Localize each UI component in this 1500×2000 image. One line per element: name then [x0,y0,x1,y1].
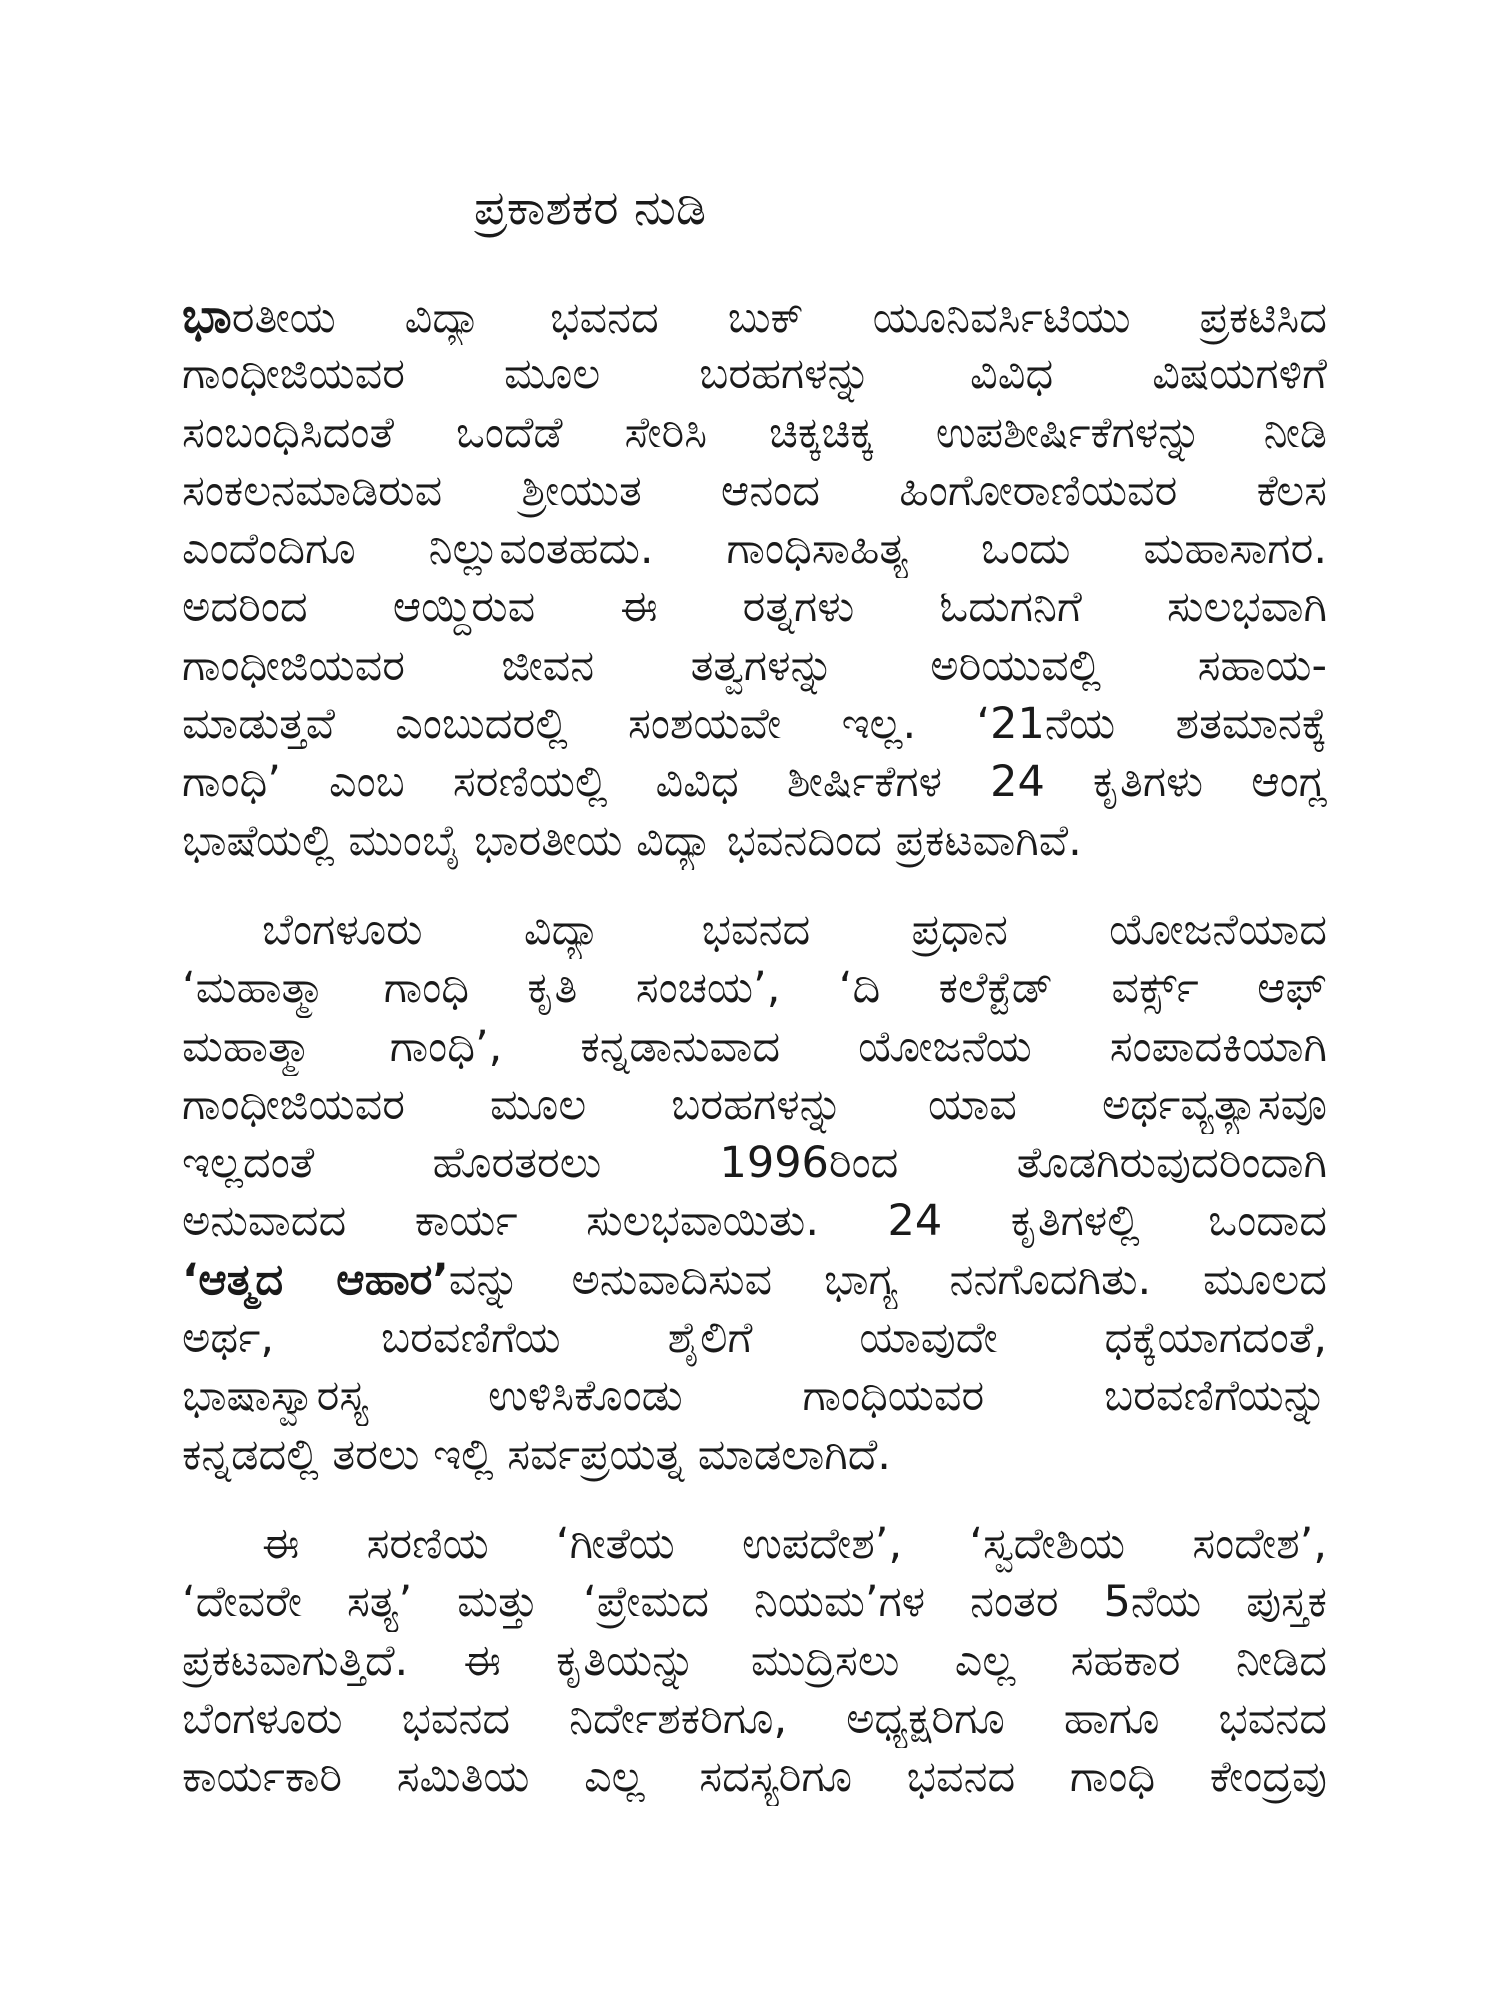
text-line: ಗಾಂಧಿ’ ಎಂಬ ಸರಣಿಯಲ್ಲಿ ವಿವಿಧ ಶೀರ್ಷಿಕೆಗಳ 24 ಕೃತಿಗಳು ಆಂಗ್ಲ [182,757,1327,808]
text-line: ‘ದೇವರೇ ಸತ್ಯ’ ಮತ್ತು ‘ಪ್ರೇಮದ ನಿಯಮ’ಗಳ ನಂತರ 5ನೆಯ ಪುಸ್ತಕ [182,1577,1327,1628]
text-line: ಭಾರತೀಯ ವಿದ್ಯಾ ಭವನದ ಬುಕ್ ಯೂನಿವರ್ಸಿಟಿಯು ಪ್ರಕಟಿಸಿದ [182,288,1327,344]
text-line: ಎಂದೆಂದಿಗೂ ನಿಲ್ಲುವಂತಹದು. ಗಾಂಧಿಸಾಹಿತ್ಯ ಒಂದು ಮಹಾಸಾಗರ. [182,524,1327,575]
text-line: ಇಲ್ಲದಂತೆ ಹೊರತರಲು 1996ರಿಂದ ತೊಡಗಿರುವುದರಿಂದಾಗಿ [182,1138,1327,1189]
text-line: ಸಂಬಂಧಿಸಿದಂತೆ ಒಂದೆಡೆ ಸೇರಿಸಿ ಚಿಕ್ಕಚಿಕ್ಕ ಉಪಶೀರ್ಷಿಕೆಗಳನ್ನು ನೀಡಿ [182,407,1327,458]
bold-book-title: ‘ಆತ್ಮದ ಆಹಾರ’ [182,1254,449,1305]
text-line: ಗಾಂಧೀಜಿಯವರ ಜೀವನ ತತ್ವಗಳನ್ನು ಅರಿಯುವಲ್ಲಿ ಸಹಾಯ- [182,640,1327,691]
text-line: ಪ್ರಕಟವಾಗುತ್ತಿದೆ. ಈ ಕೃತಿಯನ್ನು ಮುದ್ರಿಸಲು ಎಲ್ಲ ಸಹಕಾರ ನೀಡಿದ [182,1635,1327,1686]
text-line: ಅರ್ಥ, ಬರವಣಿಗೆಯ ಶೈಲಿಗೆ ಯಾವುದೇ ಧಕ್ಕೆಯಾಗದಂತೆ, [182,1313,1327,1364]
text-line: ಸಂಕಲನಮಾಡಿರುವ ಶ್ರೀಯುತ ಆನಂದ ಹಿಂಗೋರಾಣಿಯವರ ಕೆಲಸ [182,465,1327,516]
text-line: ಅನುವಾದದ ಕಾರ್ಯ ಸುಲಭವಾಯಿತು. 24 ಕೃತಿಗಳಲ್ಲಿ ಒಂದಾದ [182,1196,1327,1247]
text-line: ಮಹಾತ್ಮಾ ಗಾಂಧಿ’, ಕನ್ನಡಾನುವಾದ ಯೋಜನೆಯ ಸಂಪಾದಕಿಯಾಗಿ [182,1021,1327,1072]
text-line: ಗಾಂಧೀಜಿಯವರ ಮೂಲ ಬರಹಗಳನ್ನು ಯಾವ ಅರ್ಥವ್ಯತ್ಯಾಸವೂ [182,1079,1327,1130]
text-line: ‘ಮಹಾತ್ಮಾ ಗಾಂಧಿ ಕೃತಿ ಸಂಚಯ’, ‘ದಿ ಕಲೆಕ್ಟೆಡ್ ವರ್ಕ್ಸ್ ಆಫ್ [182,963,1327,1014]
text-line: ಈ ಸರಣಿಯ ‘ಗೀತೆಯ ಉಪದೇಶ’, ‘ಸ್ವದೇಶಿಯ ಸಂದೇಶ’, [262,1518,1327,1569]
text-line: ಕನ್ನಡದಲ್ಲಿ ತರಲು ಇಲ್ಲಿ ಸರ್ವಪ್ರಯತ್ನ ಮಾಡಲಾಗಿದೆ. [182,1429,891,1480]
text-line: ಬೆಂಗಳೂರು ಭವನದ ನಿರ್ದೇಶಕರಿಗೂ, ಅಧ್ಯಕ್ಷರಿಗೂ ಹಾಗೂ ಭವನದ [182,1693,1327,1744]
text-line: ‘ಆತ್ಮದ ಆಹಾರ’ವನ್ನು ಅನುವಾದಿಸುವ ಭಾಗ್ಯ ನನಗೊದಗಿತು. ಮೂಲದ [182,1254,1327,1305]
text-line: ಕಾರ್ಯಕಾರಿ ಸಮಿತಿಯ ಎಲ್ಲ ಸದಸ್ಯರಿಗೂ ಭವನದ ಗಾಂಧಿ ಕೇಂದ್ರವು [182,1752,1327,1803]
bold-initial: ಭಾ [182,288,232,344]
paragraph-1 [182,287,1327,870]
text-line: ಮಾಡುತ್ತವೆ ಎಂಬುದರಲ್ಲಿ ಸಂಶಯವೇ ಇಲ್ಲ. ‘21ನೆಯ ಶತಮಾನಕ್ಕೆ [182,699,1327,750]
text-line: ಭಾಷಾಸ್ವಾರಸ್ಯ ಉಳಿಸಿಕೊಂಡು ಗಾಂಧಿಯವರ ಬರವಣಿಗೆಯನ್ನು [182,1371,1327,1422]
body-text [182,287,1327,1806]
text-line: ಬೆಂಗಳೂರು ವಿದ್ಯಾ ಭವನದ ಪ್ರಧಾನ ಯೋಜನೆಯಾದ [262,904,1327,955]
paragraph-2 [182,901,1327,1484]
paragraph-3 [182,1515,1327,1806]
page-title: ಪ್ರಕಾಶಕರ ನುಡಿ [473,180,707,236]
text-line: ಅದರಿಂದ ಆಯ್ದಿರುವ ಈ ರತ್ನಗಳು ಓದುಗನಿಗೆ ಸುಲಭವಾಗಿ [182,582,1327,633]
text-line: ಗಾಂಧೀಜಿಯವರ ಮೂಲ ಬರಹಗಳನ್ನು ವಿವಿಧ ವಿಷಯಗಳಿಗೆ [182,349,1327,400]
text-line: ಭಾಷೆಯಲ್ಲಿ ಮುಂಬೈ ಭಾರತೀಯ ವಿದ್ಯಾ ಭವನದಿಂದ ಪ್ರಕಟವಾಗಿವೆ. [182,815,1082,866]
